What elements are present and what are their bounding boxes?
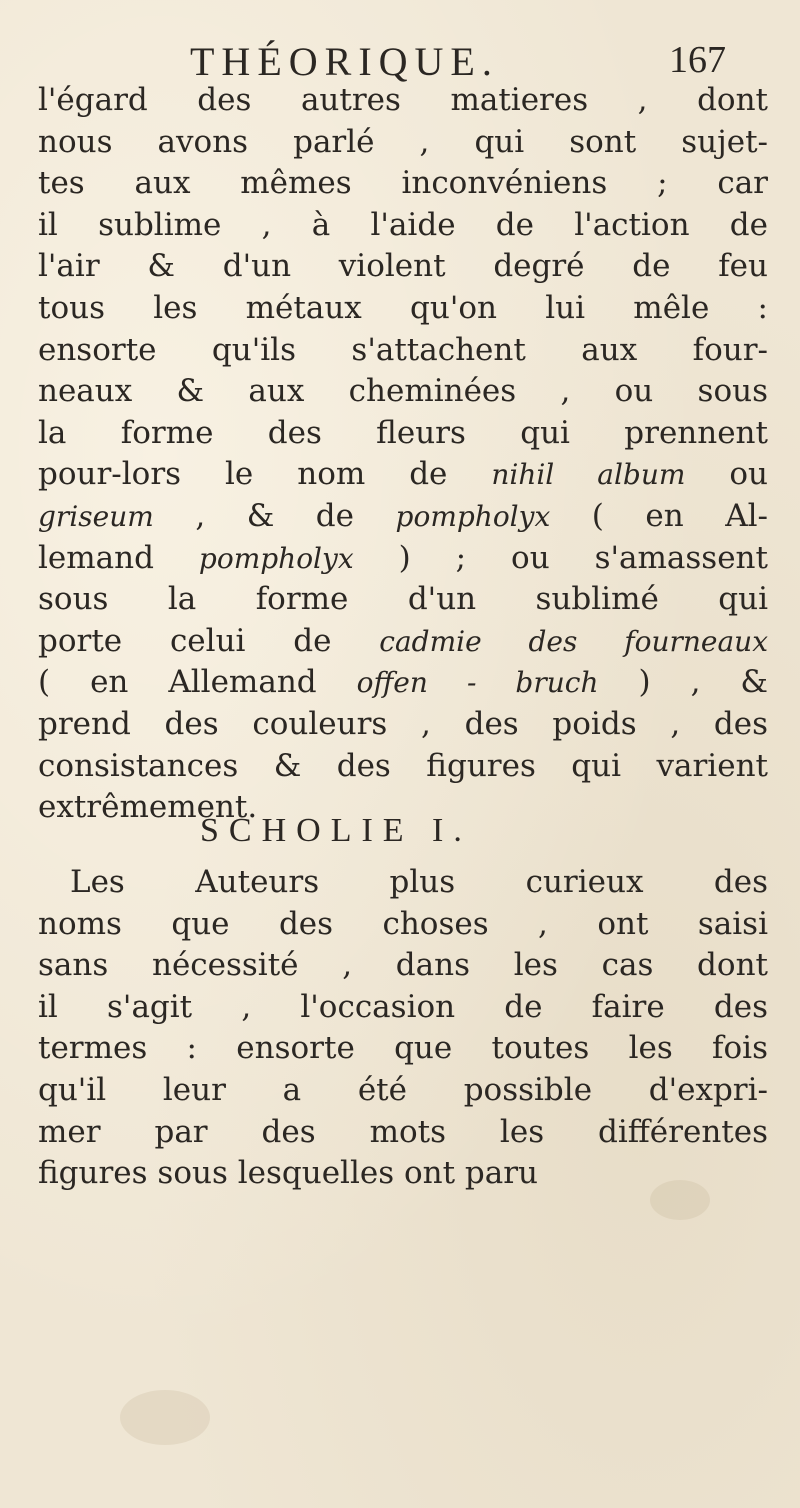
text-run: pour-lors le nom de (38, 456, 492, 493)
text-line (38, 496, 768, 538)
text-line (38, 288, 768, 330)
text-line (38, 246, 768, 288)
text-line (38, 371, 768, 413)
text-line (38, 80, 768, 122)
text-line (38, 122, 768, 164)
text-run: ) ; ou s'amassent (353, 539, 768, 576)
running-head-title: THÉORIQUE. (190, 39, 499, 84)
text-run: extrêmement. (38, 789, 258, 826)
text-line (38, 621, 768, 663)
text-run: tes aux mêmes inconvéniens ; car (38, 165, 768, 202)
page-number: 167 (669, 39, 726, 81)
text-line (38, 413, 768, 455)
text-run: Les Auteurs plus curieux des (70, 864, 768, 900)
text-run: figures sous lesquelles ont paru (38, 1155, 539, 1192)
text-run: sous la forme d'un sublimé qui (38, 581, 768, 618)
italic-term: nihil album (491, 458, 686, 492)
text-line (38, 1112, 768, 1154)
text-run: lemand (38, 539, 199, 576)
text-run: mer par des mots les différentes (38, 1113, 768, 1150)
text-line (38, 662, 768, 704)
italic-term: griseum (38, 499, 154, 533)
text-line (38, 330, 768, 372)
text-run: il sublime , à l'aide de l'action de (38, 206, 768, 243)
text-line (38, 1070, 768, 1112)
text-run: tous les métaux qu'on lui mêle : (38, 289, 768, 326)
text-run: prend des couleurs , des poids , des (38, 705, 768, 742)
text-line (38, 579, 768, 621)
section-heading-scholie: SCHOLIE I. (200, 812, 472, 849)
text-run: ensorte qu'ils s'attachent aux four- (38, 331, 768, 368)
text-line (38, 538, 768, 580)
text-run: sans nécessité , dans les cas dont (38, 947, 768, 984)
text-run: porte celui de (38, 622, 380, 659)
text-line (38, 862, 768, 904)
text-run: consistances & des figures qui varient (38, 747, 768, 784)
italic-term: cadmie des fourneaux (379, 624, 768, 658)
paragraph-scholie (38, 862, 768, 1195)
text-run: ( en Al- (550, 497, 768, 534)
text-line (38, 746, 768, 788)
text-run: ) , & (598, 664, 768, 701)
text-run: il s'agit , l'occasion de faire des (38, 988, 768, 1025)
text-line (38, 904, 768, 946)
text-run: , & de (153, 497, 396, 534)
text-run: termes : ensorte que toutes les fois (38, 1030, 768, 1067)
text-line (38, 205, 768, 247)
text-line (38, 454, 768, 496)
text-run: l'air & d'un violent degré de feu (38, 248, 768, 285)
italic-term: offen - bruch (356, 666, 599, 700)
text-line (38, 945, 768, 987)
italic-term: pompholyx (395, 499, 551, 533)
text-run: ( en Allemand (38, 664, 357, 701)
text-line (38, 1028, 768, 1070)
text-run: qu'il leur a été possible d'expri- (38, 1071, 768, 1108)
text-line (38, 704, 768, 746)
text-line (38, 163, 768, 205)
text-run: nous avons parlé , qui sont sujet- (38, 123, 768, 160)
text-run: neaux & aux cheminées , ou sous (38, 373, 768, 410)
text-run: la forme des fleurs qui prennent (38, 414, 768, 451)
paper-stain (120, 1390, 210, 1445)
text-line (38, 1153, 768, 1195)
text-line (38, 987, 768, 1029)
text-run: noms que des choses , ont saisi (38, 905, 768, 942)
text-run: ou (685, 456, 768, 493)
text-run: l'égard des autres matieres , dont (38, 82, 768, 118)
paragraph-main (38, 80, 768, 829)
italic-term: pompholyx (198, 541, 354, 575)
